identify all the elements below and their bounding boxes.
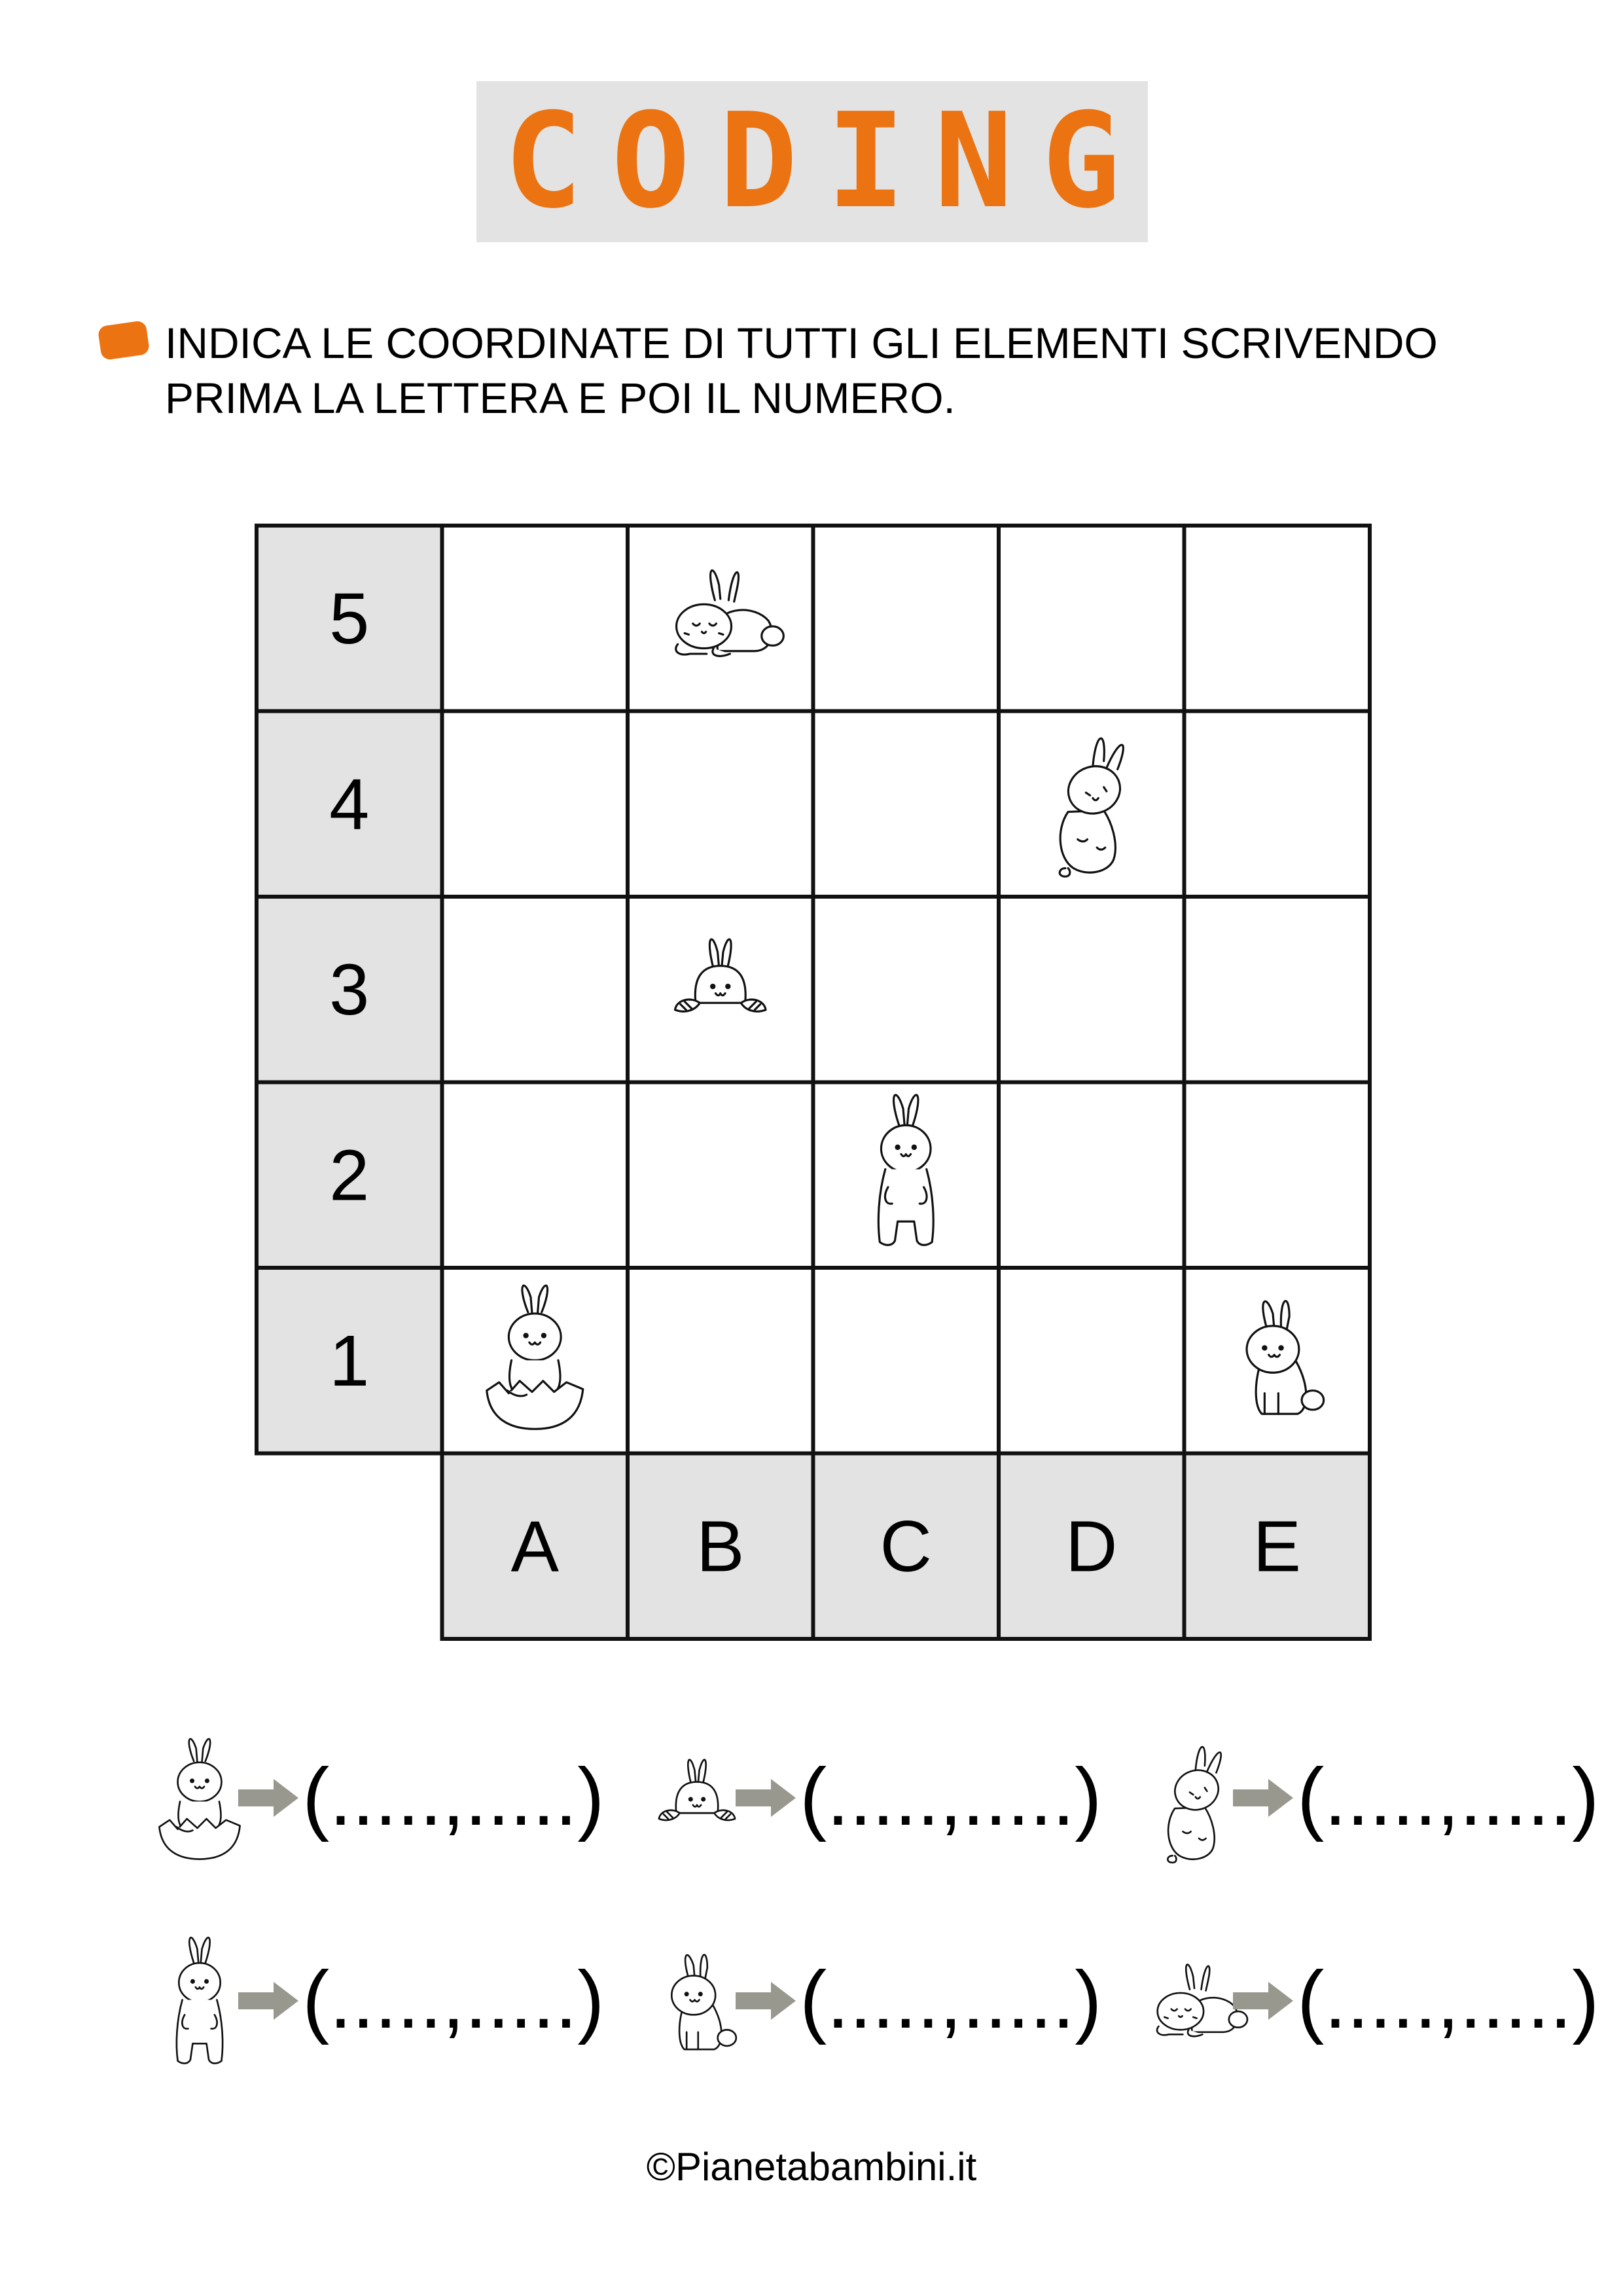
row-label: 5 [329, 578, 370, 659]
column-label: E [1253, 1506, 1301, 1587]
column-label: B [696, 1506, 745, 1587]
answer-row [144, 1937, 605, 2068]
coordinate-blank[interactable]: (.....,.....) [1297, 1752, 1599, 1842]
arrow-right-icon [236, 1775, 301, 1821]
coordinate-blank[interactable]: (.....,.....) [302, 1752, 605, 1842]
answer-row [641, 1734, 1102, 1865]
side-bunny-icon [1247, 1301, 1324, 1414]
coordinate-blank[interactable]: (.....,.....) [800, 1955, 1102, 2045]
arrow-right-icon [733, 1775, 798, 1821]
instruction-line-1: INDICA LE COORDINATE DI TUTTI GLI ELEMENTI SCRIVENDO [165, 319, 1438, 367]
row-label: 4 [329, 764, 370, 845]
sitting-bunny-icon [1060, 738, 1126, 876]
arrow-right-icon [1230, 1775, 1296, 1821]
answer-row [1139, 1937, 1597, 2068]
column-label: D [1065, 1506, 1118, 1587]
column-label: A [510, 1506, 559, 1587]
sleeping-bunny-icon [676, 571, 784, 656]
copyright-footer: ©Pianetabambini.it [646, 2145, 977, 2189]
arrow-right-icon [733, 1978, 798, 2024]
egg-bunny-icon [487, 1285, 583, 1429]
answer-row [144, 1734, 605, 1865]
arrow-right-icon [1230, 1978, 1296, 2024]
coordinate-blank[interactable]: (.....,.....) [800, 1752, 1102, 1842]
answer-row [1139, 1734, 1597, 1865]
column-label: C [880, 1506, 932, 1587]
page-title: CODING [503, 85, 1150, 238]
arrow-right-icon [236, 1978, 301, 2024]
instruction-line-2: PRIMA LA LETTERA E POI IL NUMERO. [165, 374, 955, 422]
peeking-bunny-icon [675, 939, 766, 1011]
row-label: 3 [329, 949, 370, 1030]
standing-bunny-icon [878, 1095, 933, 1245]
answer-row [641, 1937, 1102, 2068]
coordinate-blank[interactable]: (.....,.....) [1297, 1955, 1599, 2045]
coordinate-blank[interactable]: (.....,.....) [302, 1955, 605, 2045]
row-label: 1 [329, 1320, 370, 1401]
row-label: 2 [329, 1135, 370, 1216]
